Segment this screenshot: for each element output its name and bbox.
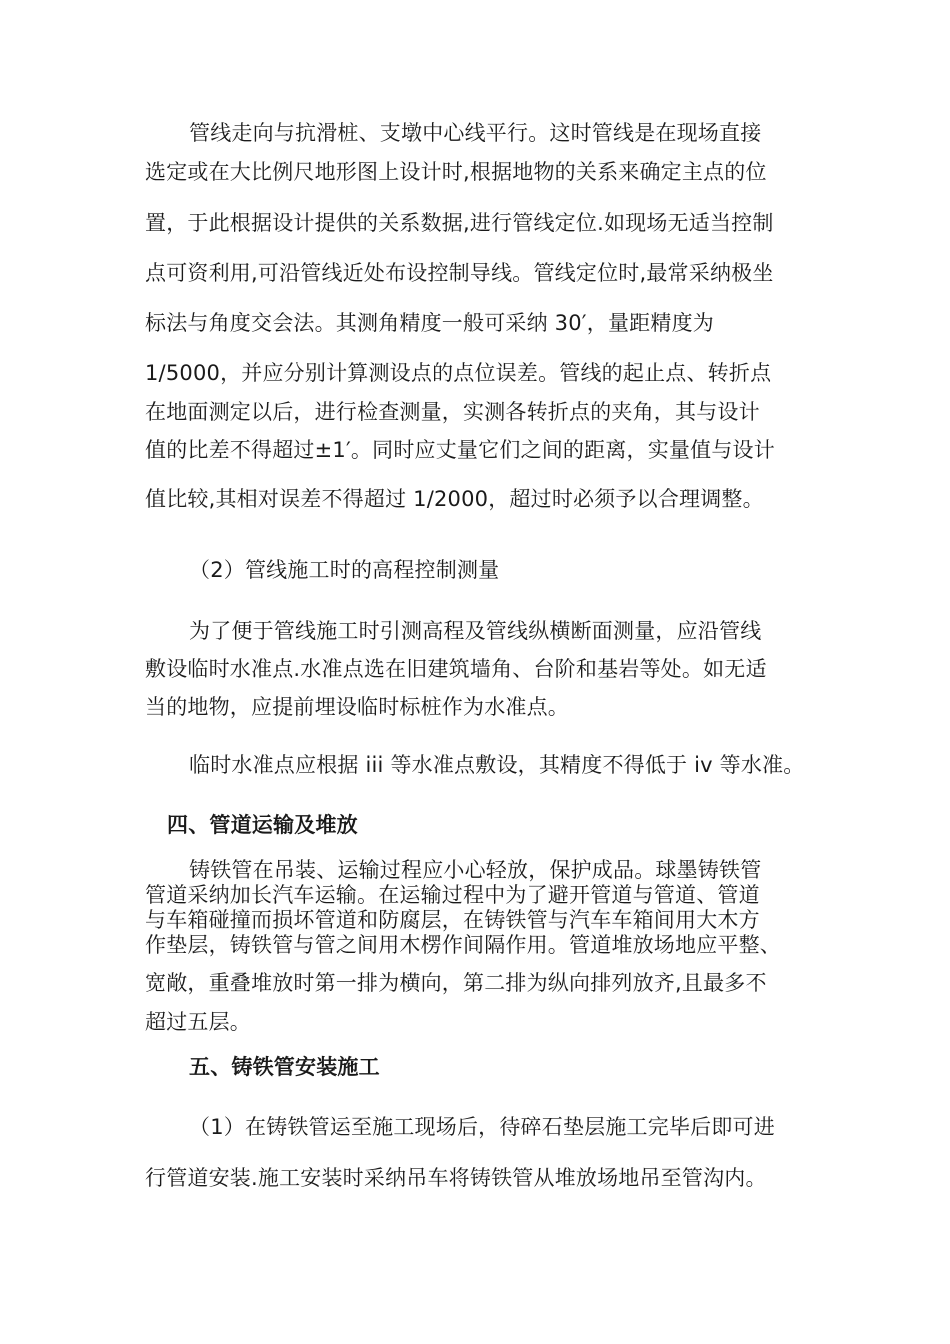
section-heading: 五、铸铁管安装施工 <box>189 1055 380 1079</box>
subheading: （2）管线施工时的高程控制测量 <box>189 558 500 582</box>
text-line: 敷设临时水准点.水准点选在旧建筑墙角、台阶和基岩等处。如无适 <box>145 657 767 681</box>
text-line: 管线走向与抗滑桩、支墩中心线平行。这时管线是在现场直接 <box>189 121 762 145</box>
text-line: 为了便于管线施工时引测高程及管线纵横断面测量，应沿管线 <box>189 619 762 643</box>
text-line: 1/5000，并应分别计算测设点的点位误差。管线的起止点、转折点 <box>145 361 772 385</box>
text-line: 值比较,其相对误差不得超过 1/2000，超过时必须予以合理调整。 <box>145 487 764 511</box>
text-line: 点可资利用,可沿管线近处布设控制导线。管线定位时,最常采纳极坐 <box>145 261 774 285</box>
text-line: 铸铁管在吊装、运输过程应小心轻放，保护成品。球墨铸铁管 <box>189 858 762 882</box>
text-line: 选定或在大比例尺地形图上设计时,根据地物的关系来确定主点的位 <box>145 160 767 184</box>
text-line: 标法与角度交会法。其测角精度一般可采纳 30′，量距精度为 <box>145 311 714 335</box>
text-line: 与车箱碰撞而损坏管道和防腐层，在铸铁管与汽车车箱间用大木方 <box>145 908 760 932</box>
text-line: 临时水准点应根据 iii 等水准点敷设，其精度不得低于 iv 等水准。 <box>189 753 805 777</box>
text-line: 管道采纳加长汽车运输。在运输过程中为了避开管道与管道、管道 <box>145 883 760 907</box>
text-line: 宽敞，重叠堆放时第一排为横向，第二排为纵向排列放齐,且最多不 <box>145 971 767 995</box>
text-line: （1）在铸铁管运至施工现场后，待碎石垫层施工完毕后即可进 <box>189 1115 775 1139</box>
text-line: 超过五层。 <box>145 1010 251 1034</box>
text-line: 值的比差不得超过±1′。同时应丈量它们之间的距离，实量值与设计 <box>145 438 775 462</box>
text-line: 当的地物，应提前埋设临时标桩作为水准点。 <box>145 695 569 719</box>
section-heading: 四、管道运输及堆放 <box>167 813 358 837</box>
text-line: 行管道安装.施工安装时采纳吊车将铸铁管从堆放场地吊至管沟内。 <box>145 1166 767 1190</box>
text-line: 置，于此根据设计提供的关系数据,进行管线定位.如现场无适当控制 <box>145 211 774 235</box>
text-line: 作垫层，铸铁管与管之间用木楞作间隔作用。管道堆放场地应平整、 <box>145 933 781 957</box>
text-line: 在地面测定以后，进行检查测量，实测各转折点的夹角，其与设计 <box>145 400 760 424</box>
